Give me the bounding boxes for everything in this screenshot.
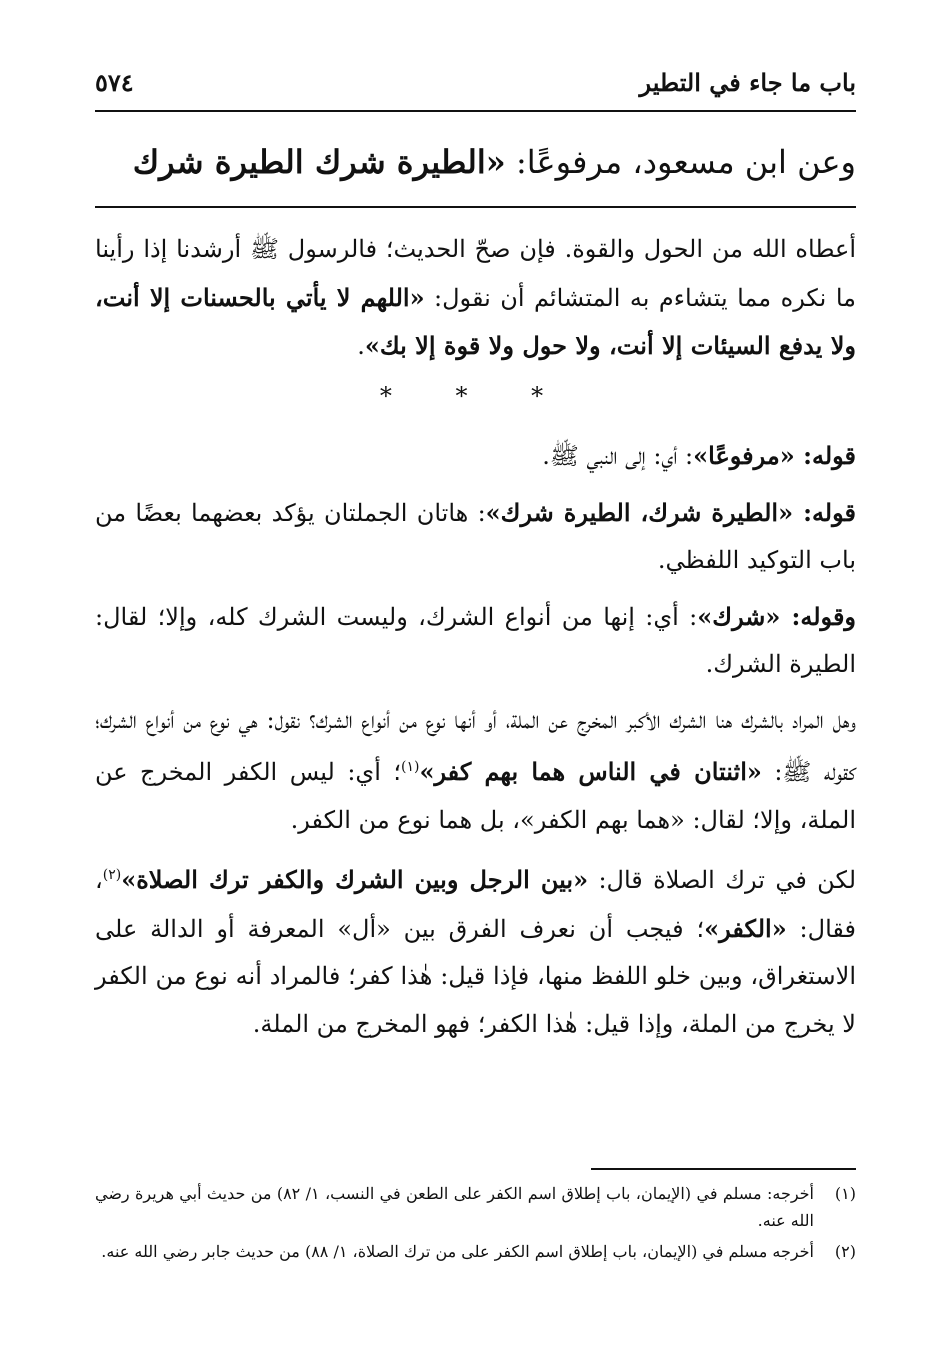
para1-dua: «اللهم لا يأتي بالحسنات إلا أنت، ولا يدفع السيئات إلا أنت، ولا حول ولا قوة إلا بك» xyxy=(95,282,856,360)
footnote-number: (١) xyxy=(834,1184,856,1203)
para6-hadith: «بين الرجل وبين الشرك والكفر ترك الصلاة» xyxy=(121,865,589,894)
page-number: ٥٧٤ xyxy=(95,67,134,97)
para5-text-2: ؛ أي: ليس الكفر المخرج عن الملة، وإلا؛ لقال: «هما بهم الكفر»، بل هما نوع من الكفر. xyxy=(95,758,856,834)
commentary-body xyxy=(95,226,856,1048)
hadith-intro: وعن ابن مسعود، مرفوعًا: xyxy=(505,143,856,181)
para4-text: : أي: إنها من أنواع الشرك، وليست الشرك كله، وإلا؛ لقال: الطيرة الشرك. xyxy=(95,602,856,678)
footnote-text: أخرجه: مسلم في (الإيمان، باب إطلاق اسم الكفر على الطعن في النسب، ١/ ٨٢) من حديث أبي هريرة رضي الله عنه. xyxy=(95,1184,815,1230)
footnotes xyxy=(95,1180,856,1265)
footnote-rule xyxy=(591,1168,856,1170)
para6-quote: «الكفر» xyxy=(704,913,787,943)
para5-hadith: «اثنتان في الناس هما بهم كفر» xyxy=(419,757,762,786)
section-separator: * * * xyxy=(379,381,572,410)
para1-end: . xyxy=(357,332,365,360)
para6-text: لكن في ترك الصلاة قال: xyxy=(588,866,857,894)
para4-quote: «شرك» xyxy=(697,601,781,631)
running-header xyxy=(95,58,856,106)
paragraph-6 xyxy=(95,852,856,1048)
footnote-number: (٢) xyxy=(834,1242,856,1261)
hadith-text xyxy=(95,136,856,188)
para4-label: وقوله: xyxy=(780,601,857,631)
footnote-text: أخرجه مسلم في (الإيمان، باب إطلاق اسم الكفر على من ترك الصلاة، ١/ ٨٨) من حديث جابر رضي الله عنه. xyxy=(101,1242,814,1261)
para1-text: أعطاه الله من الحول والقوة. فإن صحّ الحديث؛ فالرسول ﷺ أرشدنا إذا رأينا ما نكره مما يتشاءم به المتشائم أن نقول: xyxy=(95,235,856,312)
paragraph-3 xyxy=(95,489,856,585)
footnote-ref-2: (٢) xyxy=(102,867,122,883)
hadith-quote: «الطيرة شرك الطيرة شرك xyxy=(132,143,506,181)
chapter-title: باب ما جاء في التطير xyxy=(639,67,856,97)
paragraph-4 xyxy=(95,593,856,689)
para5-text: وهل المراد بالشرك هنا الشرك الأكبر المخرج عن الملة، أو أنها نوع من أنواع الشرك؟ نقول: هي نوع من أنواع الشرك؛ كقوله ﷺ: xyxy=(95,705,857,786)
para6-text-3: ؛ فيجب أن نعرف الفرق بين «أل» المعرفة أو الدالة على الاستغراق، وبين خلو اللفظ منها، فإذا قيل: هٰذا كفر؛ فالمراد أنه نوع من الكفر لا يخرج من الملة، وإذا قيل: هٰذا الكفر؛ فهو المخرج من الملة. xyxy=(95,914,856,1038)
footnote-1 xyxy=(95,1180,856,1234)
para3-label: قوله: xyxy=(793,497,856,527)
header-rule xyxy=(95,110,856,112)
para2-label: قوله: xyxy=(794,441,856,470)
para2-text: : أي: إلى النبي ﷺ. xyxy=(542,442,694,470)
footnote-ref-1: (١) xyxy=(400,759,420,775)
para3-text: : هاتان الجملتان يؤكد بعضهما بعضًا من باب التوكيد اللفظي. xyxy=(95,498,856,574)
paragraph-1 xyxy=(95,226,856,371)
paragraph-5 xyxy=(95,697,856,845)
hadith-rule xyxy=(95,206,856,208)
paragraph-2 xyxy=(95,432,856,481)
para2-quote: «مرفوعًا» xyxy=(693,441,795,470)
para3-quote: «الطيرة شرك، الطيرة شرك» xyxy=(485,497,794,527)
footnote-2 xyxy=(95,1238,856,1265)
para6-text-2: ، فقال: xyxy=(95,866,857,943)
